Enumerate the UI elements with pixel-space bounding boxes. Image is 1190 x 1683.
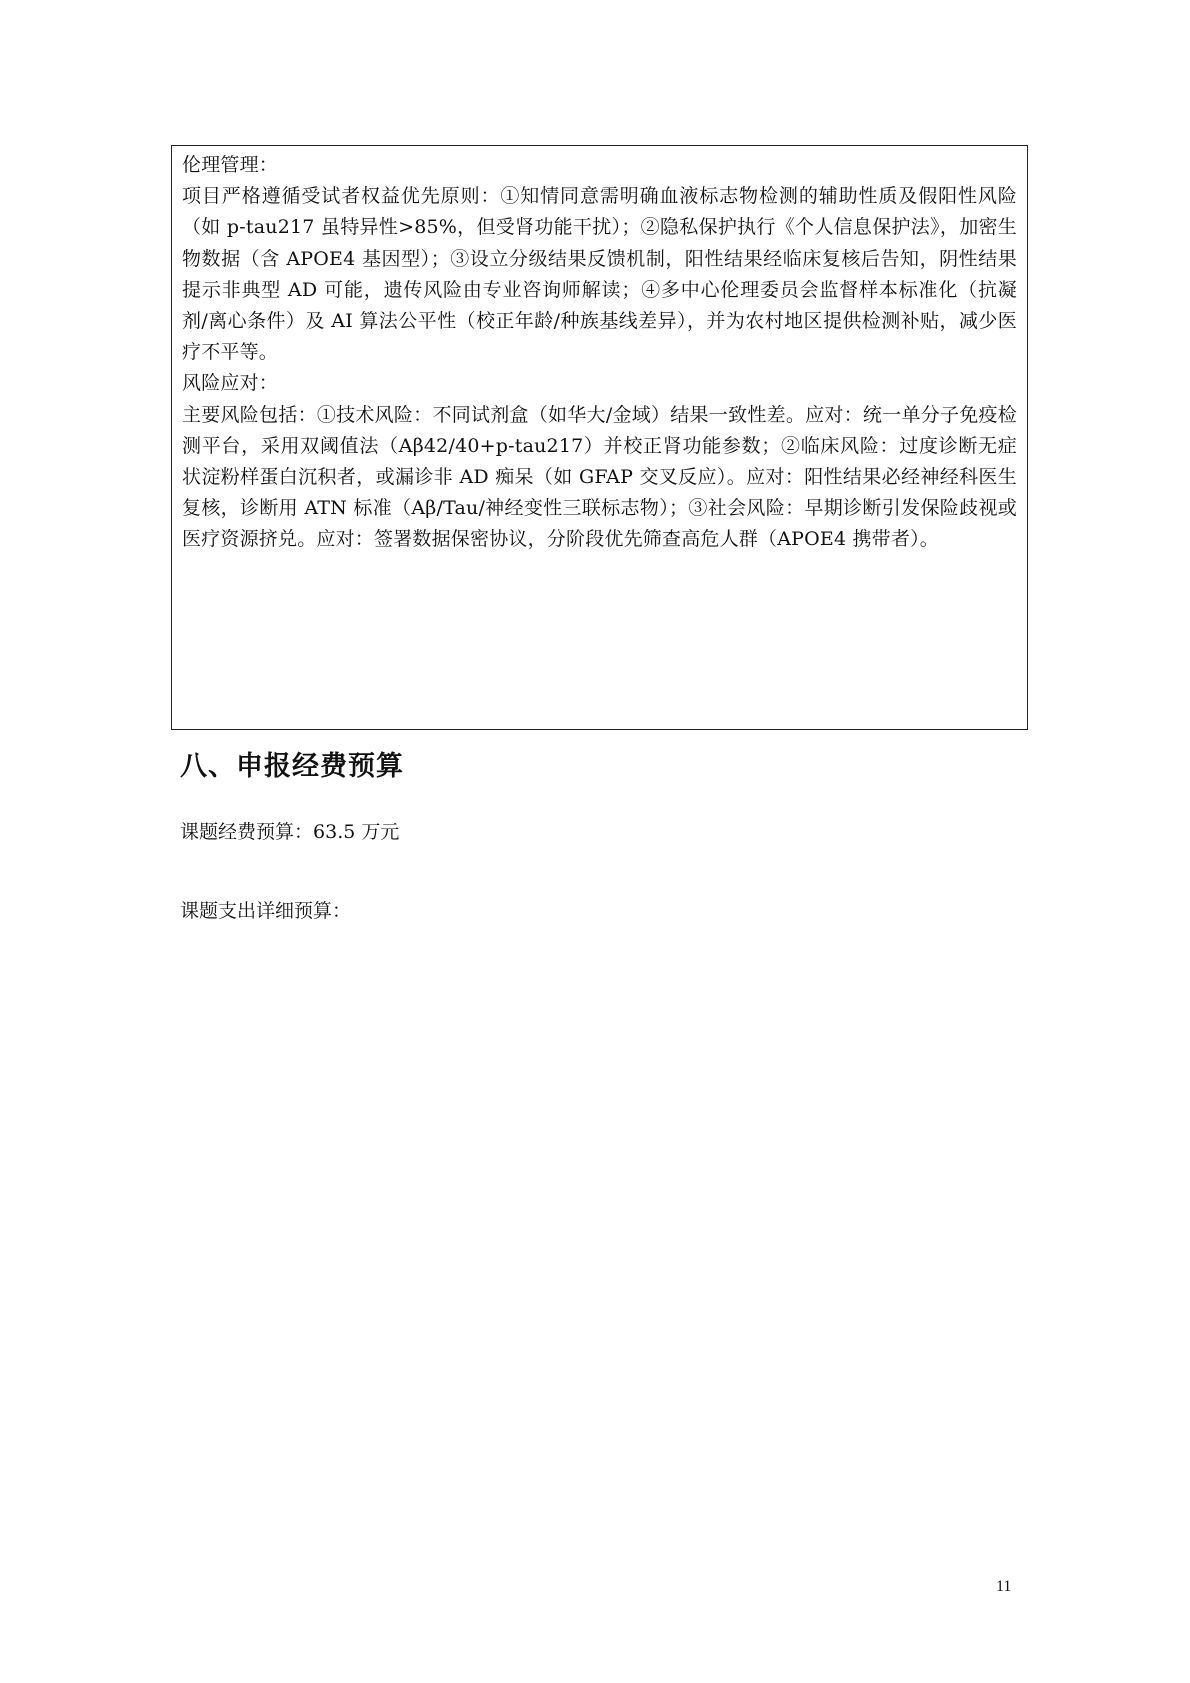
ethics-risk-table-cell — [171, 145, 1028, 730]
budget-value: 63.5 万元 — [313, 821, 400, 843]
budget-line — [180, 817, 399, 844]
ethics-body: 项目严格遵循受试者权益优先原则：①知情同意需明确血液标志物检测的辅助性质及假阳性风险（如 p-tau217 虽特异性>85%，但受肾功能干扰）；②隐私保护执行《个人信息保护法》，加密生物数据（含 APOE4 基因型）；③设立分级结果反馈机制，阳性结果经临床复核后告知，阴性结果提示非典型 AD 可能，遗传风险由专业咨询师解读；④多中心伦理委员会监督样本标准化（抗凝剂/离心条件）及 AI 算法公平性（校正年龄/种族基线差异），并为农村地区提供检测补贴，减少医疗不平等。 — [182, 185, 1017, 364]
detail-budget-label: 课题支出详细预算： — [180, 900, 352, 922]
budget-label: 课题经费预算： — [180, 821, 314, 843]
page-number: 11 — [996, 1578, 1012, 1595]
risk-body: 主要风险包括：①技术风险：不同试剂盒（如华大/金域）结果一致性差。应对：统一单分子免疫检测平台，采用双阈值法（Aβ42/40+p-tau217）并校正肾功能参数；②临床风险：过度诊断无症状淀粉样蛋白沉积者，或漏诊非 AD 痴呆（如 GFAP 交叉反应）。应对：阳性结果必经神经科医生复核，诊断用 ATN 标准（Aβ/Tau/神经变性三联标志物）；③社会风险：早期诊断引发保险歧视或医疗资源挤兑。应对：签署数据保密协议，分阶段优先筛查高危人群（APOE4 携带者）。 — [182, 403, 1017, 551]
risk-heading: 风险应对： — [182, 372, 279, 395]
ethics-heading: 伦理管理： — [182, 154, 279, 176]
section-title: 八、申报经费预算 — [180, 751, 404, 782]
